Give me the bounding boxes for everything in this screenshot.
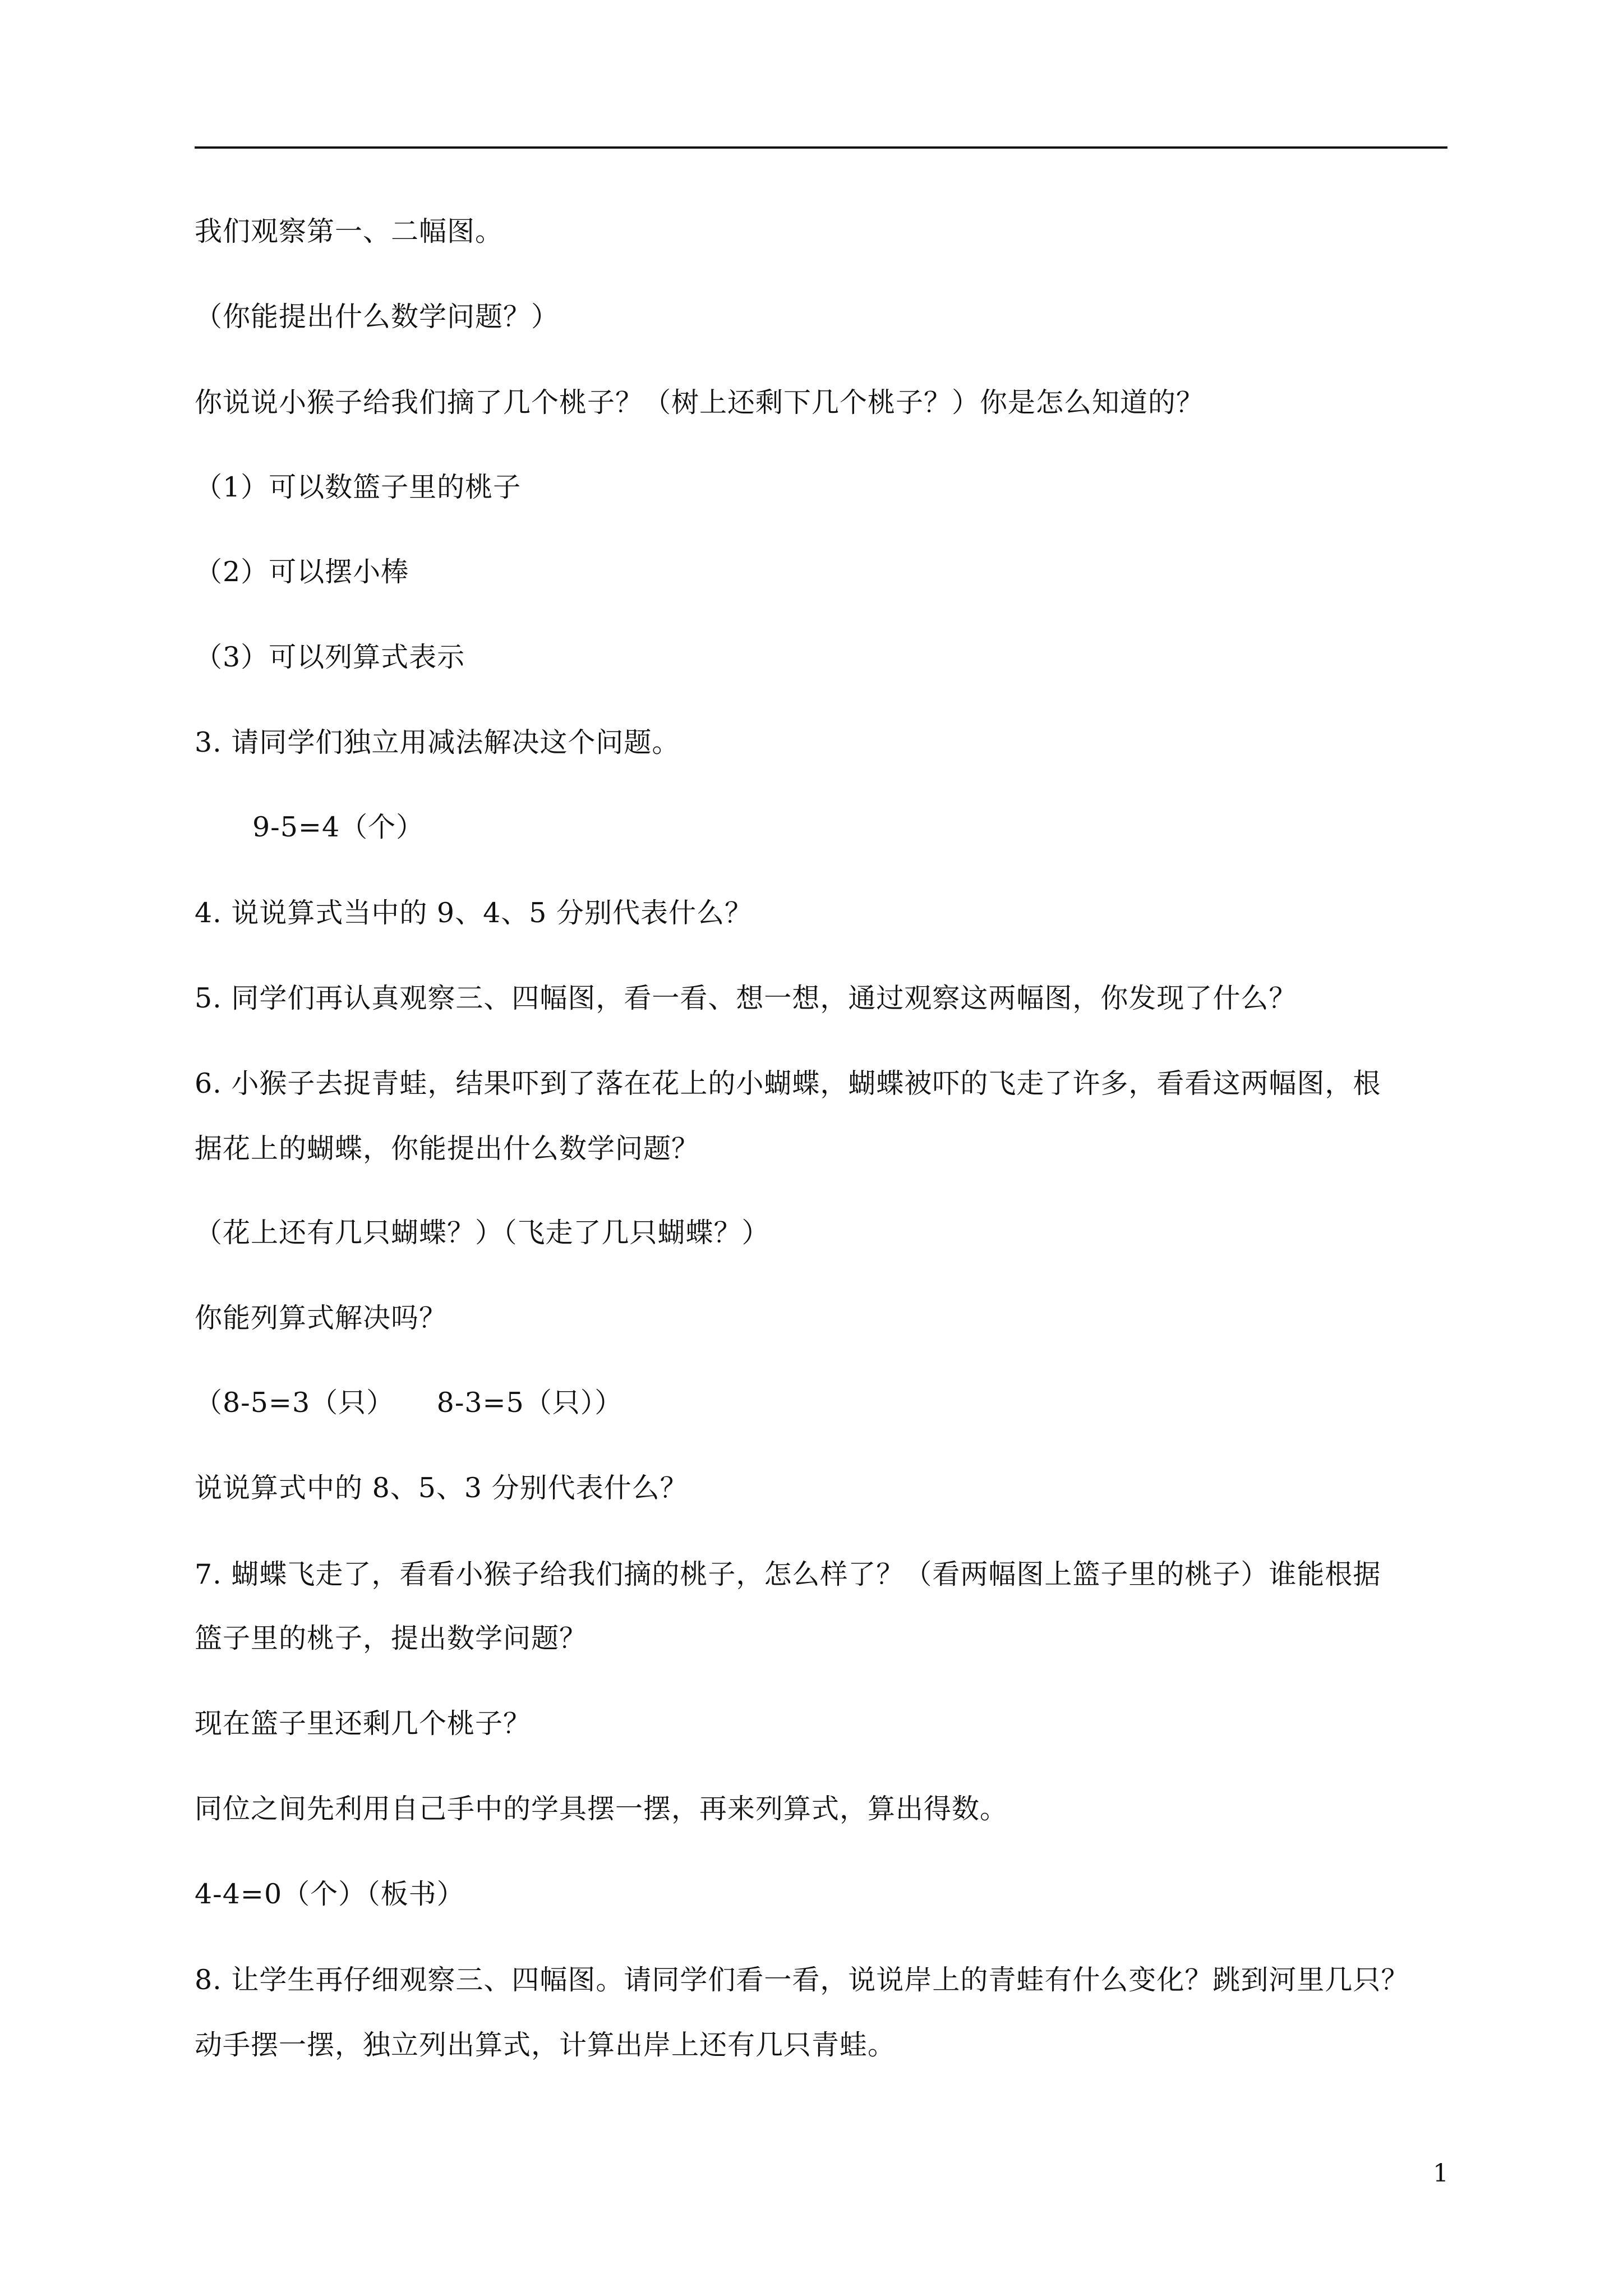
text-line: 3. 请同学们独立用减法解决这个问题。 <box>195 726 680 758</box>
text-line: 我们观察第一、二幅图。 <box>195 215 504 247</box>
text-line: 8. 让学生再仔细观察三、四幅图。请同学们看一看，说说岸上的青蛙有什么变化？跳到河里几只？ <box>195 1964 1409 1996</box>
text-line: 6. 小猴子去捉青蛙，结果吓到了落在花上的小蝴蝶，蝴蝶被吓的飞走了许多，看看这两幅图，根 <box>195 1068 1381 1099</box>
text-line: 说说算式中的 8、5、3 分别代表什么？ <box>195 1472 688 1504</box>
text-line: 你说说小猴子给我们摘了几个桃子？（树上还剩下几个桃子？）你是怎么知道的？ <box>195 386 1205 418</box>
equation-line: 4-4=0（个）（板书） <box>195 1878 465 1910</box>
equation-line: 9-5=4（个） <box>252 811 425 843</box>
text-line: （1）可以数篮子里的桃子 <box>195 471 522 503</box>
text-line: （2）可以摆小棒 <box>195 556 409 588</box>
text-line: 5. 同学们再认真观察三、四幅图，看一看、想一想，通过观察这两幅图，你发现了什么？ <box>195 982 1297 1014</box>
equation-line: （8-5=3（只） 8-3=5（只）） <box>195 1387 623 1419</box>
text-line: 4. 说说算式当中的 9、4、5 分别代表什么？ <box>195 897 753 929</box>
text-line: 7. 蝴蝶飞走了，看看小猴子给我们摘的桃子，怎么样了？（看两幅图上篮子里的桃子）谁能根据 <box>195 1558 1381 1590</box>
page-number: 1 <box>1433 2159 1449 2188</box>
text-line: （花上还有几只蝴蝶？）（飞走了几只蝴蝶？） <box>195 1217 770 1249</box>
text-line: 现在篮子里还剩几个桃子？ <box>195 1708 532 1740</box>
text-line: （你能提出什么数学问题？） <box>195 301 560 333</box>
text-line: （3）可以列算式表示 <box>195 641 465 673</box>
text-line: 篮子里的桃子，提出数学问题？ <box>195 1622 588 1654</box>
text-line: 同位之间先利用自己手中的学具摆一摆，再来列算式，算出得数。 <box>195 1793 1008 1825</box>
header-rule <box>195 146 1447 149</box>
text-line: 据花上的蝴蝶，你能提出什么数学问题？ <box>195 1133 700 1165</box>
text-line: 动手摆一摆，独立列出算式，计算出岸上还有几只青蛙。 <box>195 2029 896 2061</box>
text-line: 你能列算式解决吗？ <box>195 1302 448 1334</box>
